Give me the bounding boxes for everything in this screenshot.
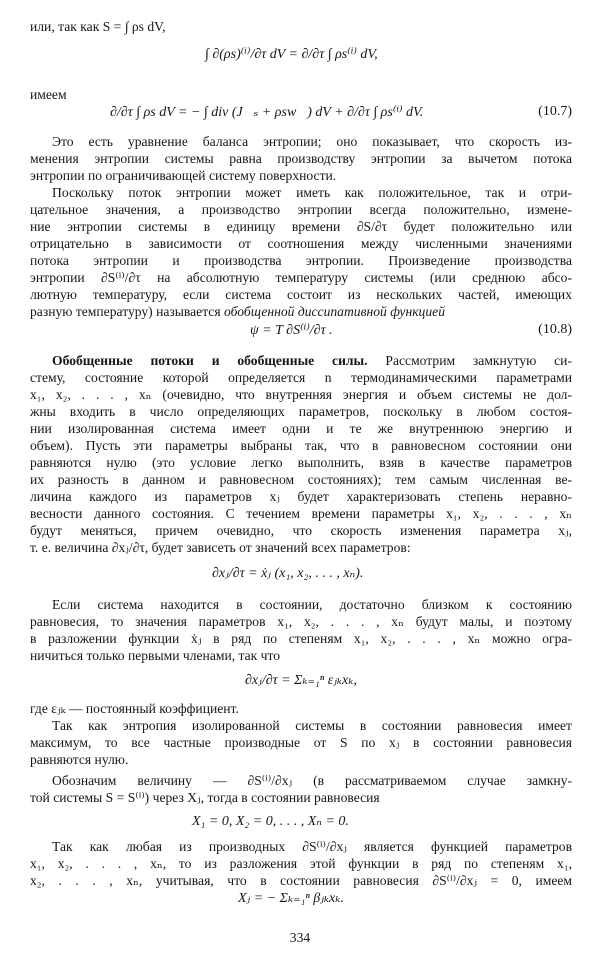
equation-number-10-7: (10.7) xyxy=(538,104,572,119)
section-heading-line: Обобщенные потоки и обобщенные силы. Рассмотрим замкнутую си- xyxy=(52,353,572,368)
text-line: будут меняться, причем очевидно, что скорость изменения параметра xⱼ, xyxy=(30,523,572,538)
equation-e: ∂xⱼ/∂τ = Σₖ₌₁ⁿ εⱼₖxₖ, xyxy=(245,673,357,688)
text-line: Если система находится в состоянии, достаточно близком к состоянию xyxy=(52,597,572,612)
term-dissipative-function: обобщенной диссипативной функцией xyxy=(224,304,445,319)
text-line: нии изолированная система имеет одни и те же внутреннюю энергию и xyxy=(30,421,572,436)
text-line: весности данного состояния. С течением времени параметры x₁, x₂, . . . , xₙ xyxy=(30,506,572,521)
text-line: Это есть уравнение баланса энтропии; оно показывает, что скорость из- xyxy=(52,134,572,149)
equation-a: ∫ ∂(ρs)⁽ⁱ⁾/∂τ dV = ∂/∂τ ∫ ρs⁽ⁱ⁾ dV, xyxy=(205,47,378,62)
equation-b: ∂/∂τ ∫ ρs dV = − ∫ div (J⃗ₛ + ρsw⃗) dV + ∂/∂τ ∫ ρs⁽ⁱ⁾ dV. xyxy=(110,105,424,120)
text-line: или, так как S = ∫ ρs dV, xyxy=(30,19,166,34)
text-line: равновесия, то значения параметров x₁, x₂, . . . , xₙ будут малы, и поэтому xyxy=(30,614,572,629)
text-line: т. е. величина ∂xⱼ/∂τ, будет зависеть от значений всех параметров: xyxy=(30,540,411,555)
text-line: стему, состояние которой определяется n термодинамическими параметрами xyxy=(30,370,572,385)
text-line: Обозначим величину — ∂S⁽ⁱ⁾/∂xⱼ (в рассматриваемом случае замкну- xyxy=(52,773,572,788)
text-line: менения энтропии системы равна производству энтропии за вычетом потока xyxy=(30,151,572,166)
equation-f: X₁ = 0, X₂ = 0, . . . , Xₙ = 0. xyxy=(192,814,349,829)
text-line: где εⱼₖ — постоянный коэффициент. xyxy=(30,701,239,716)
text-line: Так как энтропия изолированной системы в состоянии равновесия имеет xyxy=(52,718,572,733)
text-line: личина каждого из параметров xⱼ будет характеризовать степень неравно- xyxy=(30,489,572,504)
text-line: x₂, . . . , xₙ, учитывая, что в состоянии равновесия ∂S⁽ⁱ⁾/∂xⱼ = 0, имеем xyxy=(30,873,572,888)
text-line: жны входить в число определяющих параметров, поскольку в любом состоя- xyxy=(30,404,572,419)
text-line: той системы S = S⁽ⁱ⁾) через Xⱼ, тогда в состоянии равновесия xyxy=(30,790,380,805)
text-line: их разность в данном и равновесном состояниях); тем самым численная ве- xyxy=(30,472,572,487)
text-line: x₁, x₂, . . . , xₙ (очевидно, что внутренняя энергия и объем системы не дол- xyxy=(30,387,572,402)
text-line: потока энтропии и производства энтропии. Произведение производства xyxy=(30,253,572,268)
equation-d: ∂xⱼ/∂τ = ẋⱼ (x₁, x₂, . . . , xₙ). xyxy=(212,566,364,581)
text-line: равняются нулю (это условие легко выполнить, взяв в качестве параметров xyxy=(30,455,572,470)
page-number: 334 xyxy=(289,930,311,945)
text-line: ничиться только первыми членами, так что xyxy=(30,648,281,663)
text-line: энтропии по ограничивающей систему поверхности. xyxy=(30,168,337,183)
text-line: лютную температуру, если система состоит из нескольких частей, имеющих xyxy=(30,287,572,302)
text-line: максимум, то все частные производные от S по xⱼ в состоянии равновесия xyxy=(30,735,572,750)
text-line: объем). Пусть эти параметры выбраны так, что в равновесном состоянии они xyxy=(30,438,572,453)
text-line: энтропии ∂S⁽ⁱ⁾/∂τ на абсолютную температуру системы (или среднюю абсо- xyxy=(30,270,572,285)
text-line: равняются нулю. xyxy=(30,752,129,767)
text-line: цательное значения, а производство энтропии всегда положительно, измене- xyxy=(30,202,572,217)
text-line: разную температуру) называется обобщенной диссипативной функцией xyxy=(30,304,445,319)
text-line: отрицательно в зависимости от соотношения между численными значениями xyxy=(30,236,572,251)
text-line: Поскольку поток энтропии может иметь как положительное, так и отри- xyxy=(52,185,572,200)
equation-number-10-8: (10.8) xyxy=(538,322,572,337)
equation-g: Xⱼ = − Σₖ₌₁ⁿ βⱼₖxₖ. xyxy=(238,891,344,906)
text-line: Так как любая из производных ∂S⁽ⁱ⁾/∂xⱼ является функцией параметров xyxy=(52,839,572,854)
equation-c: ψ = T ∂S⁽ⁱ⁾/∂τ . xyxy=(250,323,333,338)
section-heading: Обобщенные потоки и обобщенные силы. xyxy=(52,353,368,368)
text-line: в разложении функции ẋⱼ в ряд по степеням x₁, x₂, . . . , xₙ можно огра- xyxy=(30,631,572,646)
text-line: ние энтропии системы в единицу времени ∂S/∂τ будет положительно или xyxy=(30,219,572,234)
text-line: имеем xyxy=(30,87,67,102)
text-line: x₁, x₂, . . . , xₙ, то из разложения этой функции в ряд по степеням x₁, xyxy=(30,856,572,871)
